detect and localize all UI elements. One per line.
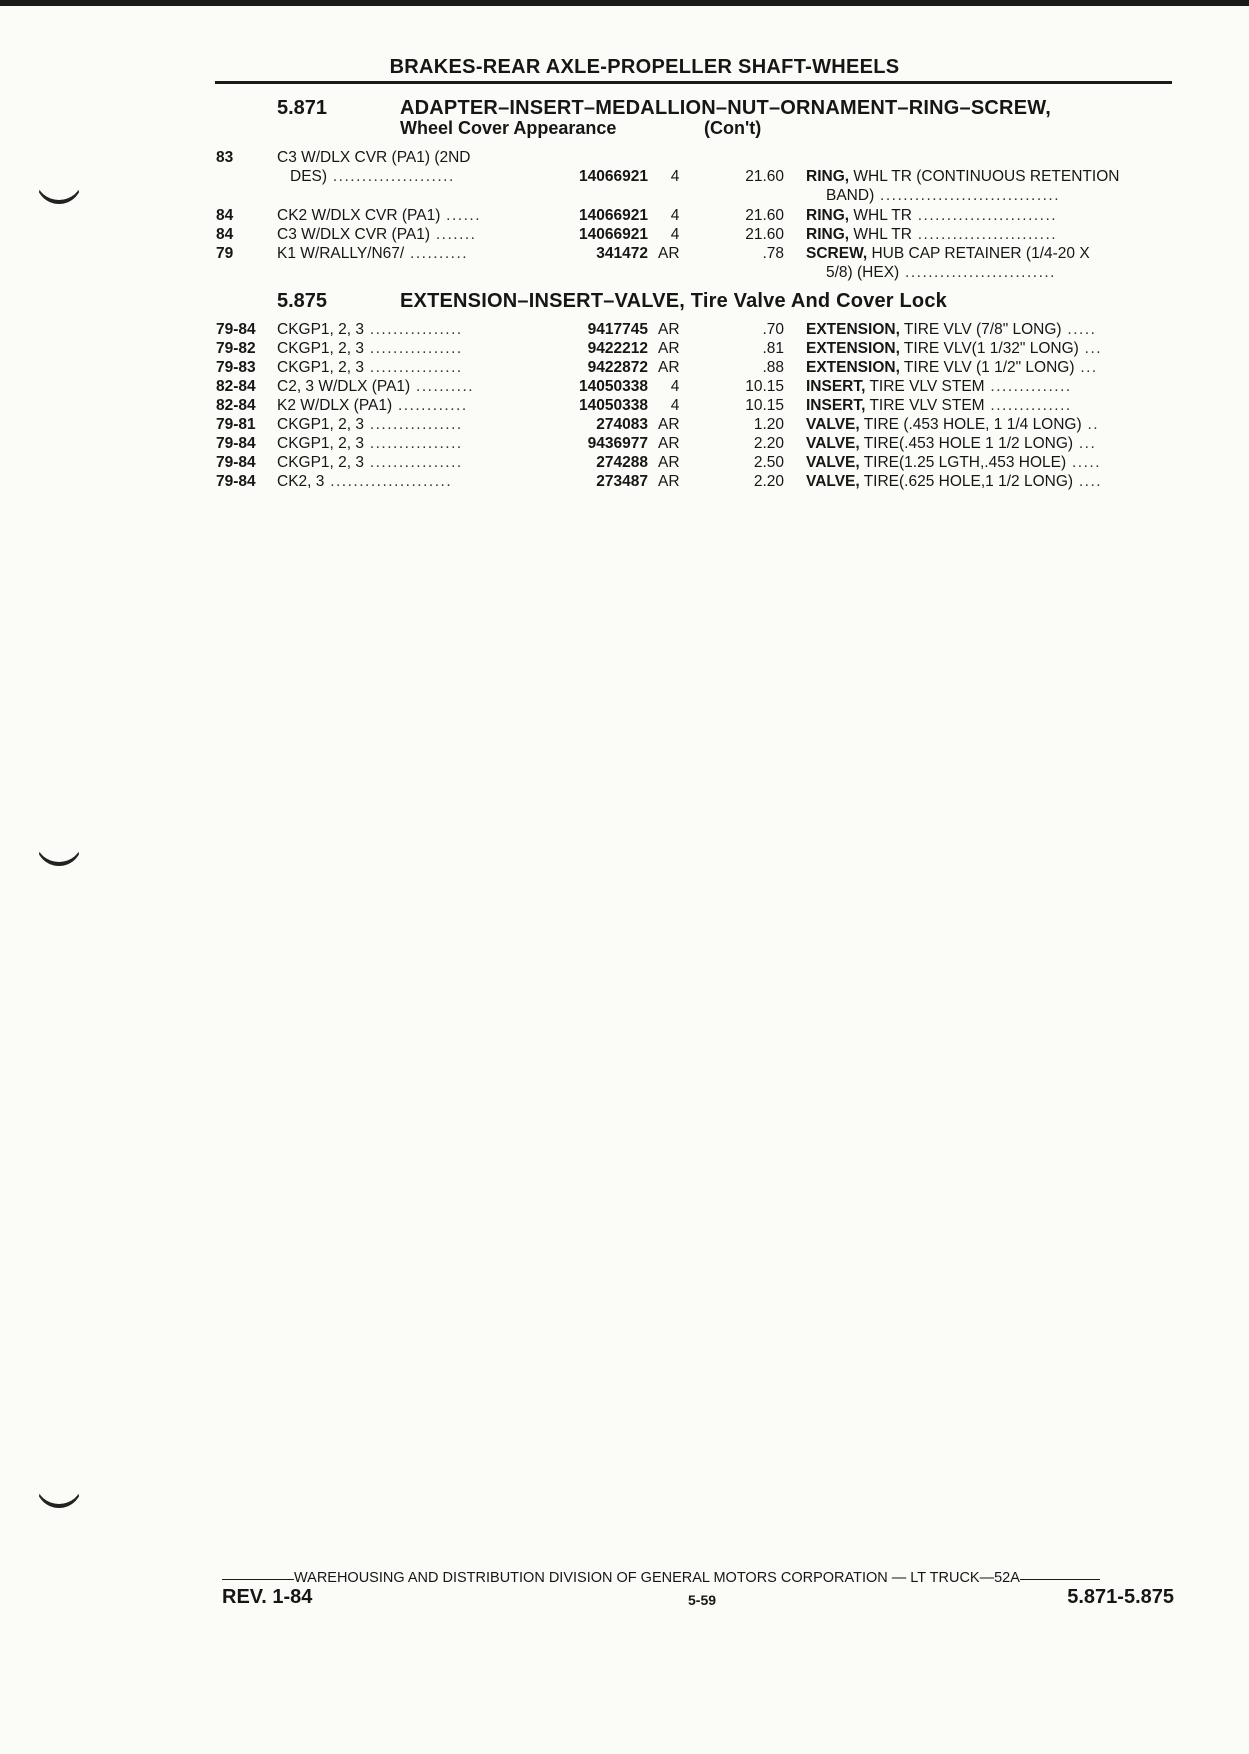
part-number: 273487 <box>596 473 648 490</box>
model-code <box>277 206 547 225</box>
model-code <box>277 339 547 358</box>
description-keyword: VALVE, <box>806 473 860 490</box>
part-number: 9417745 <box>587 321 648 338</box>
quantity: 4 <box>670 207 680 224</box>
header-rule <box>215 81 1172 84</box>
description <box>806 396 1172 415</box>
description <box>806 339 1172 358</box>
model-code-text: CKGP1, 2, 3 <box>277 340 365 357</box>
quantity: AR <box>658 435 680 452</box>
price: 2.50 <box>753 454 784 471</box>
model-code-text: CK2 W/DLX CVR (PA1) <box>277 207 441 224</box>
model-code <box>277 358 547 377</box>
leader-dots: ................ <box>364 321 463 338</box>
description-text: TIRE(.625 HOLE,1 1/2 LONG) <box>859 473 1074 490</box>
model-code <box>277 415 547 434</box>
leader-dots: ... <box>1078 340 1103 357</box>
model-code-text: CKGP1, 2, 3 <box>277 321 365 338</box>
price: 10.15 <box>745 397 784 414</box>
model-year: 79-82 <box>216 340 256 357</box>
part-number: 14066921 <box>579 207 648 224</box>
price: .78 <box>762 245 784 262</box>
price: 10.15 <box>745 378 784 395</box>
quantity: 4 <box>670 397 680 414</box>
model-code-text: CKGP1, 2, 3 <box>277 454 365 471</box>
table-row <box>0 339 1249 358</box>
leader-dots: .......... <box>404 245 469 262</box>
model-code <box>277 396 547 415</box>
description <box>806 167 1172 186</box>
model-code-text: DES) <box>290 168 328 185</box>
model-code-cont <box>290 167 560 186</box>
model-code <box>277 453 547 472</box>
table-row <box>0 453 1249 472</box>
footer-revision: REV. 1-84 <box>222 1586 313 1608</box>
description-text: TIRE VLV(1 1/32" LONG) <box>899 340 1079 357</box>
quantity: AR <box>658 321 680 338</box>
description-keyword: SCREW, <box>806 245 868 262</box>
leader-dots: .............. <box>984 397 1072 414</box>
table-row <box>0 206 1249 225</box>
description-text: TIRE(1.25 LGTH,.453 HOLE) <box>859 454 1067 471</box>
description-line2 <box>826 186 1172 205</box>
table-row <box>0 148 1249 167</box>
leader-dots: ................ <box>364 454 463 471</box>
section-number: 5.875 <box>277 290 328 312</box>
model-year: 79-84 <box>216 454 256 471</box>
table-row <box>0 358 1249 377</box>
leader-dots: .... <box>1073 473 1103 490</box>
description-text: TIRE VLV (1 1/2" LONG) <box>899 359 1075 376</box>
model-year: 79 <box>216 245 234 262</box>
part-number: 9422212 <box>587 340 648 357</box>
price: .81 <box>762 340 784 357</box>
top-border <box>0 0 1249 6</box>
model-year: 82-84 <box>216 397 256 414</box>
section-title: ADAPTER–INSERT–MEDALLION–NUT–ORNAMENT–RING–SCREW, <box>400 97 1051 119</box>
model-code <box>277 472 547 491</box>
description <box>806 434 1172 453</box>
description-keyword: VALVE, <box>806 454 860 471</box>
leader-dots: ........................ <box>911 207 1058 224</box>
table-row <box>0 415 1249 434</box>
description-keyword: VALVE, <box>806 416 860 433</box>
description-keyword: EXTENSION, <box>806 321 900 338</box>
quantity: 4 <box>670 378 680 395</box>
description-keyword: EXTENSION, <box>806 340 900 357</box>
part-number: 14050338 <box>579 397 648 414</box>
leader-dots: ................ <box>364 340 463 357</box>
part-number: 14050338 <box>579 378 648 395</box>
description <box>806 358 1172 377</box>
part-number: 341472 <box>596 245 648 262</box>
model-year: 79-84 <box>216 321 256 338</box>
part-number: 14066921 <box>579 226 648 243</box>
model-year: 82-84 <box>216 378 256 395</box>
price: .88 <box>762 359 784 376</box>
price: 21.60 <box>745 168 784 185</box>
price: 1.20 <box>753 416 784 433</box>
part-number: 274083 <box>596 416 648 433</box>
footer-page-number: 5-59 <box>688 1592 717 1608</box>
description-line2 <box>826 263 1172 282</box>
quantity: AR <box>658 416 680 433</box>
description-keyword: INSERT, <box>806 378 866 395</box>
description-text: BAND) <box>826 187 875 204</box>
description-keyword: RING, <box>806 207 850 224</box>
price: .70 <box>762 321 784 338</box>
part-number: 9436977 <box>587 435 648 452</box>
description-text: 5/8) (HEX) <box>826 264 900 281</box>
description-text: TIRE VLV STEM <box>865 378 985 395</box>
model-code <box>277 377 547 396</box>
description-keyword: RING, <box>806 168 850 185</box>
model-code <box>277 434 547 453</box>
part-number: 9422872 <box>587 359 648 376</box>
leader-dots: ... <box>1074 359 1098 376</box>
quantity: 4 <box>670 226 680 243</box>
footer-section-range: 5.871-5.875 <box>1067 1586 1174 1608</box>
model-year: 79-83 <box>216 359 256 376</box>
leader-dots: ............ <box>392 397 468 414</box>
model-year: 79-84 <box>216 473 256 490</box>
model-code: C3 W/DLX CVR (PA1) (2ND <box>277 149 471 166</box>
leader-dots: ..................... <box>324 473 453 490</box>
description-text: WHL TR <box>849 207 912 224</box>
section-number: 5.871 <box>277 97 328 119</box>
description <box>806 244 1172 263</box>
description-text: TIRE VLV (7/8" LONG) <box>899 321 1062 338</box>
model-code <box>277 225 547 244</box>
model-code-text: CKGP1, 2, 3 <box>277 359 365 376</box>
model-code-text: C2, 3 W/DLX (PA1) <box>277 378 411 395</box>
footer-publisher-line <box>222 1570 1172 1586</box>
leader-dots: ............................... <box>874 187 1061 204</box>
description <box>806 377 1172 396</box>
description <box>806 453 1172 472</box>
table-row <box>0 225 1249 244</box>
description-keyword: INSERT, <box>806 397 866 414</box>
description <box>806 206 1172 225</box>
table-row <box>0 434 1249 453</box>
section-subtitle: Wheel Cover Appearance <box>400 118 617 138</box>
description-text: TIRE VLV STEM <box>865 397 985 414</box>
description-keyword: EXTENSION, <box>806 359 900 376</box>
leader-dots: .......................... <box>899 264 1056 281</box>
part-number: 14066921 <box>579 168 648 185</box>
leader-dots: ....... <box>430 226 477 243</box>
price: 21.60 <box>745 207 784 224</box>
table-row <box>0 244 1249 263</box>
model-code-text: CK2, 3 <box>277 473 325 490</box>
quantity: AR <box>658 454 680 471</box>
price: 21.60 <box>745 226 784 243</box>
model-code <box>277 244 547 263</box>
quantity: AR <box>658 359 680 376</box>
description-text: TIRE (.453 HOLE, 1 1/4 LONG) <box>859 416 1082 433</box>
description-keyword: VALVE, <box>806 435 860 452</box>
quantity: 4 <box>670 168 680 185</box>
leader-dots: .......... <box>410 378 475 395</box>
description-text: HUB CAP RETAINER (1/4-20 X <box>867 245 1090 262</box>
description-text: WHL TR <box>849 226 912 243</box>
model-year: 84 <box>216 207 234 224</box>
table-row <box>0 377 1249 396</box>
quantity: AR <box>658 473 680 490</box>
model-code-text: C3 W/DLX CVR (PA1) <box>277 226 431 243</box>
model-code-text: CKGP1, 2, 3 <box>277 435 365 452</box>
part-number: 274288 <box>596 454 648 471</box>
description <box>806 320 1172 339</box>
leader-dots: ........................ <box>911 226 1058 243</box>
leader-dots: .. <box>1081 416 1100 433</box>
price: 2.20 <box>753 435 784 452</box>
model-code <box>277 320 547 339</box>
leader-dots: ..... <box>1066 454 1101 471</box>
table-row <box>0 396 1249 415</box>
model-code-text: K2 W/DLX (PA1) <box>277 397 393 414</box>
model-year: 83 <box>216 149 234 166</box>
leader-dots: ..................... <box>327 168 455 185</box>
page-header-title: BRAKES-REAR AXLE-PROPELLER SHAFT-WHEELS <box>389 56 900 78</box>
quantity: AR <box>658 340 680 357</box>
section-continued: (Con't) <box>704 118 762 138</box>
model-code-text: K1 W/RALLY/N67/ <box>277 245 405 262</box>
leader-dots: ...... <box>440 207 482 224</box>
leader-dots: ................ <box>364 359 463 376</box>
quantity: AR <box>658 245 680 262</box>
leader-dots: ................ <box>364 435 463 452</box>
binder-hole-bottom <box>36 1462 82 1508</box>
leader-dots: .............. <box>984 378 1072 395</box>
model-year: 79-81 <box>216 416 256 433</box>
table-row <box>0 472 1249 491</box>
binder-hole-middle <box>36 820 82 866</box>
description <box>806 225 1172 244</box>
description <box>806 472 1172 491</box>
description-text: TIRE(.453 HOLE 1 1/2 LONG) <box>859 435 1074 452</box>
table-row <box>0 320 1249 339</box>
model-code-text: CKGP1, 2, 3 <box>277 416 365 433</box>
footer-publisher-text: WAREHOUSING AND DISTRIBUTION DIVISION OF GENERAL MOTORS CORPORATION — LT TRUCK—52A <box>294 1570 1020 1586</box>
section-title: EXTENSION–INSERT–VALVE, Tire Valve And Cover Lock <box>400 290 947 312</box>
model-year: 79-84 <box>216 435 256 452</box>
description-keyword: RING, <box>806 226 850 243</box>
price: 2.20 <box>753 473 784 490</box>
leader-dots: ..... <box>1061 321 1097 338</box>
leader-dots: ................ <box>364 416 463 433</box>
model-year: 84 <box>216 226 234 243</box>
description <box>806 415 1172 434</box>
leader-dots: ... <box>1073 435 1097 452</box>
description-text: WHL TR (CONTINUOUS RETENTION <box>849 168 1120 185</box>
